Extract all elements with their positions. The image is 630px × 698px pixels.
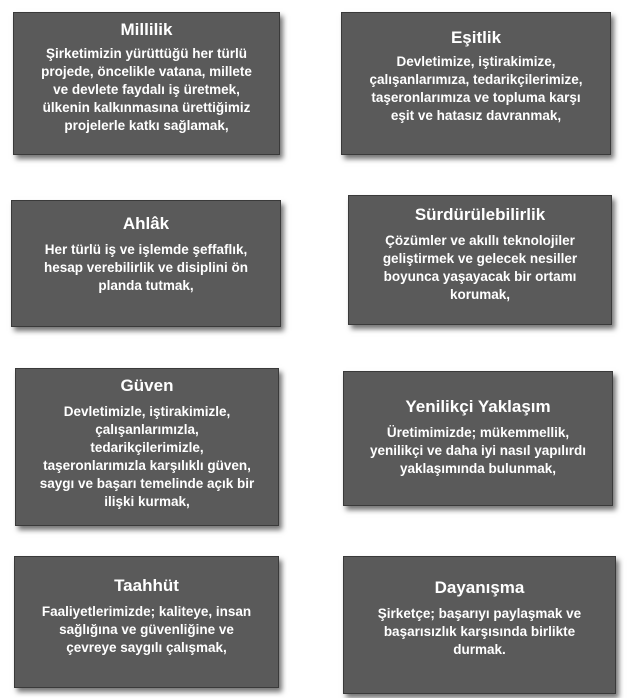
card-text-line: Şirketçe; başarıyı paylaşmak ve — [377, 606, 582, 621]
card-title: Eşitlik — [450, 28, 502, 47]
card-text — [22, 241, 270, 295]
card-text-line: projede, öncelikle vatana, millete — [41, 64, 252, 79]
card-text-line: ve devlete faydalı iş üretmek, — [53, 82, 240, 97]
card-text-line: tedarikçilerimizle, — [90, 440, 204, 455]
card-title: Millilik — [120, 20, 173, 39]
card-text-line: başarısızlık karşısında birlikte — [383, 624, 576, 639]
card-title: Taahhüt — [114, 576, 179, 595]
value-card-esitlik — [341, 12, 611, 155]
card-text-line: ilişki kurmak, — [104, 494, 190, 509]
card-text — [352, 53, 600, 125]
value-card-millilik — [13, 12, 280, 155]
card-text-line: durmak. — [453, 642, 506, 657]
value-card-yenilikci-yaklasim — [343, 371, 613, 506]
card-text-line: Her türlü iş ve işlemde şeffaflık, — [44, 242, 248, 257]
value-card-surdurulebilirlik — [348, 195, 612, 325]
card-text-line: korumak, — [449, 287, 511, 302]
card-text — [24, 45, 269, 135]
card-text — [359, 232, 601, 304]
card-text — [26, 403, 268, 511]
card-title: Güven — [120, 376, 174, 395]
card-text-line: Faaliyetlerimizde; kaliteye, insan — [41, 604, 252, 619]
value-card-ahlak — [11, 200, 281, 327]
card-title: Sürdürülebilirlik — [414, 205, 546, 224]
card-text-line: Devletimizle, iştirakimizle, — [63, 404, 231, 419]
card-title: Ahlâk — [122, 214, 170, 233]
card-text-line: hesap verebilirlik ve disiplini ön — [43, 260, 249, 275]
card-text-line: çalışanlarımıza, tedarikçilerimize, — [369, 72, 583, 87]
card-text-line: Çözümler ve akıllı teknolojiler — [385, 233, 575, 248]
value-card-taahhut — [14, 556, 279, 688]
card-text-line: planda tutmak, — [98, 278, 194, 293]
card-title: Yenilikçi Yaklaşım — [405, 397, 551, 416]
value-card-dayanisma — [343, 556, 616, 694]
card-text — [354, 424, 602, 478]
card-text-line: yaklaşımında bulunmak, — [399, 461, 557, 476]
card-text-line: taşeronlarımızla karşılıklı güven, — [43, 458, 251, 473]
value-card-guven — [15, 368, 279, 526]
card-text-line: saygı ve başarı temelinde açık bir — [39, 476, 255, 491]
card-text-line: geliştirmek ve gelecek nesiller — [382, 251, 578, 266]
card-text — [25, 603, 268, 657]
card-text-line: eşit ve hatasız davranmak, — [390, 108, 562, 123]
card-text-line: Şirketimizin yürüttüğü her türlü — [45, 46, 247, 61]
card-text-line: çalışanlarımızla, — [95, 422, 199, 437]
card-text-line: projelerle katkı sağlamak, — [64, 118, 229, 133]
card-text-line: Üretimimizde; mükemmellik, — [386, 425, 570, 440]
card-title: Dayanışma — [434, 578, 525, 597]
card-text-line: boyunca yaşayacak bir ortamı — [383, 269, 577, 284]
card-text-line: taşeronlarımıza ve topluma karşı — [371, 90, 581, 105]
card-text-line: çevreye saygılı çalışmak, — [66, 640, 227, 655]
card-text-line: yenilikçi ve daha iyi nasıl yapılırdı — [369, 443, 587, 458]
card-text-line: Devletimize, iştirakimize, — [396, 54, 556, 69]
card-text-line: sağlığına ve güvenliğine ve — [59, 622, 234, 637]
card-text-line: ülkenin kalkınmasına ürettiğimiz — [42, 100, 251, 115]
card-text — [354, 605, 605, 659]
